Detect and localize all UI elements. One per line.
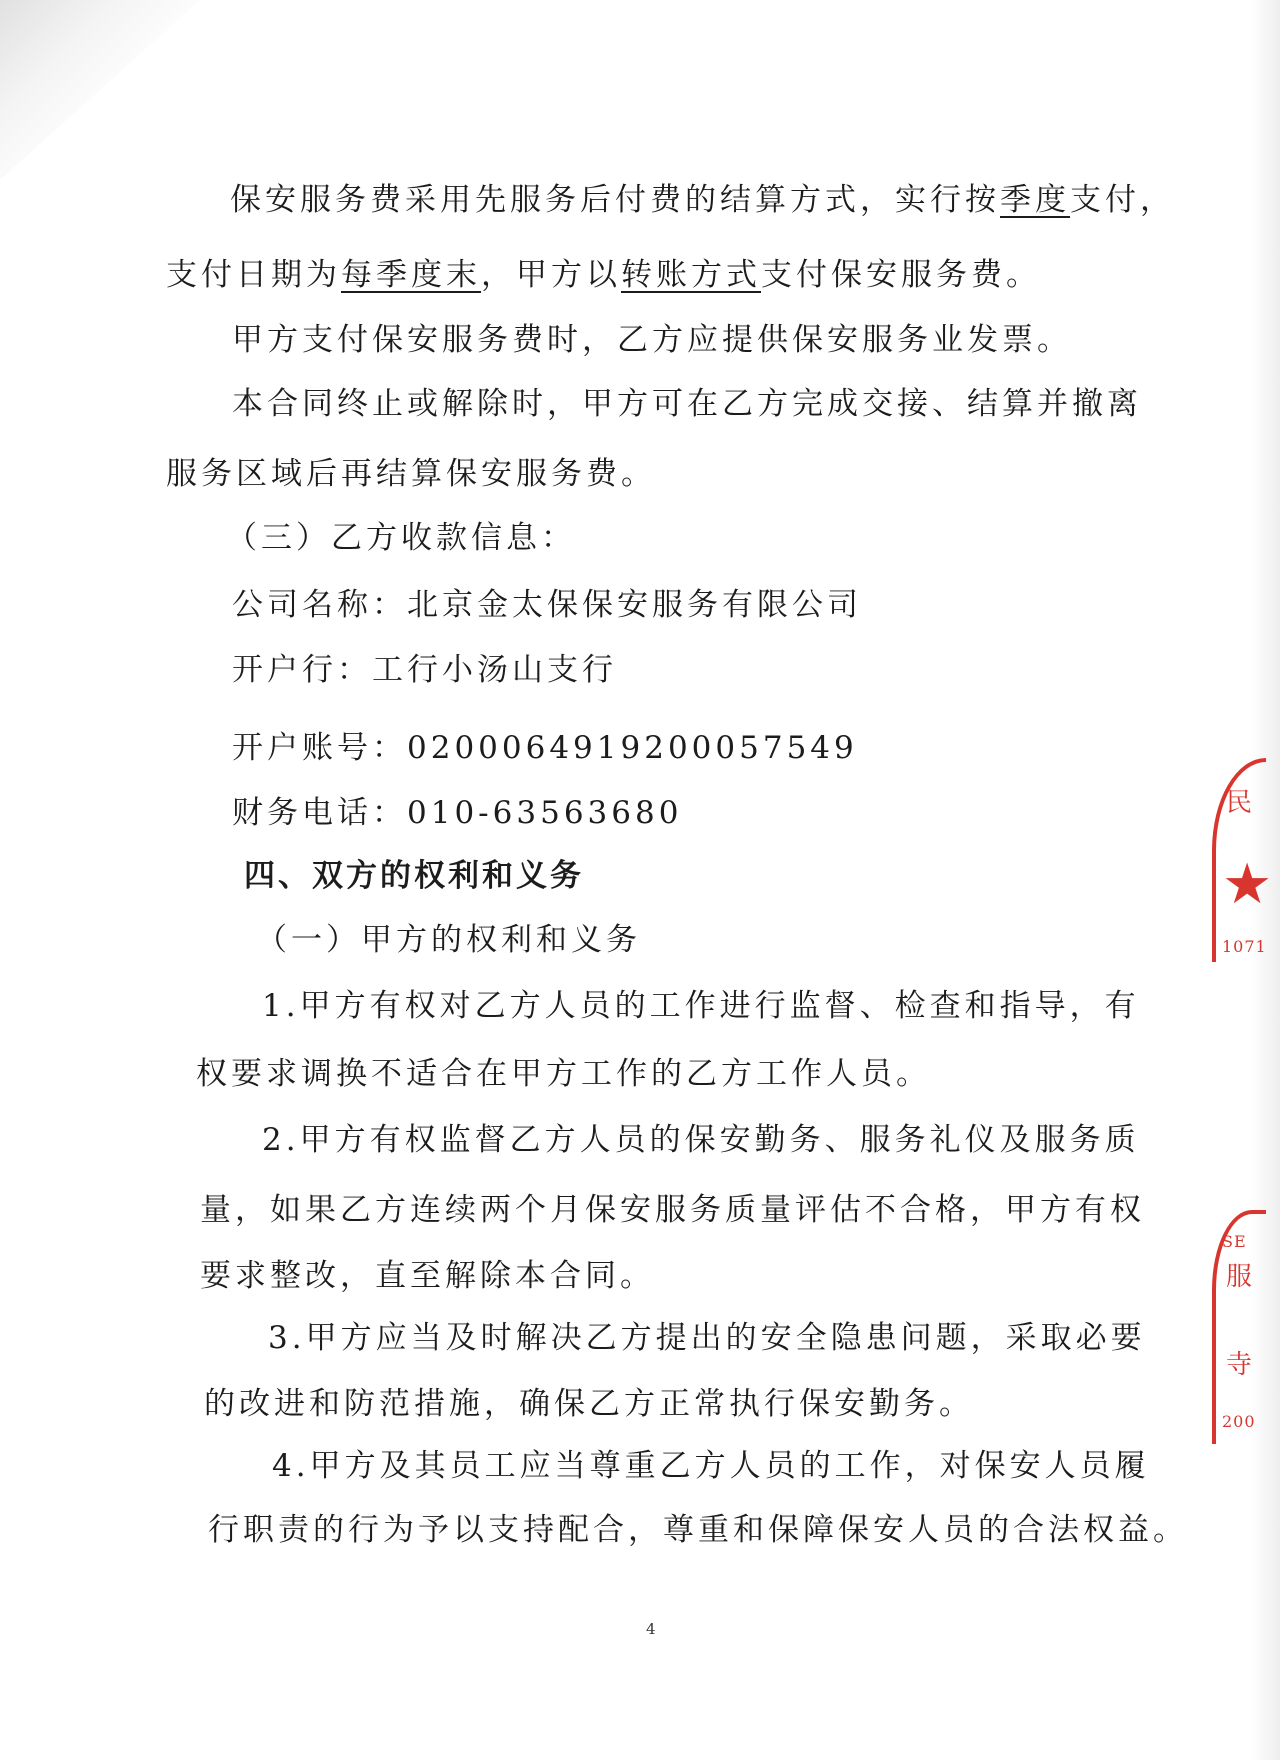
text-segment: 3.甲方应当及时解决乙方提出的安全隐患问题，采取必要 [268, 1320, 1146, 1356]
text-segment: 量，如果乙方连续两个月保安服务质量评估不合格，甲方有权 [200, 1192, 1145, 1228]
text-segment: 开户账号：0200064919200057549 [232, 730, 858, 766]
text-line [262, 986, 1140, 1026]
text-segment: 1.甲方有权对乙方人员的工作进行监督、检查和指导，有 [262, 988, 1140, 1024]
text-line [272, 1446, 1150, 1486]
text-line [204, 1384, 974, 1424]
section-heading [256, 920, 641, 960]
text-segment: 公司名称：北京金太保保安服务有限公司 [232, 587, 862, 623]
official-seal-fragment-bottom [1212, 1210, 1266, 1444]
page-number: 4 [646, 1620, 656, 1638]
text-line [200, 1190, 1145, 1230]
page-fold-shadow [0, 0, 200, 180]
text-line [196, 1054, 931, 1094]
text-segment: 4.甲方及其员工应当尊重乙方人员的工作，对保安人员履 [272, 1448, 1150, 1484]
seal-glyph: 寺 [1226, 1350, 1253, 1380]
text-segment: 四、双方的权利和义务 [244, 858, 584, 894]
text-segment: 支付， [1070, 182, 1175, 218]
text-line [208, 1510, 1188, 1550]
official-seal-fragment-top [1212, 758, 1273, 962]
text-line [166, 454, 656, 494]
text-segment: 服务区域后再结算保安服务费。 [166, 456, 656, 492]
section-heading [226, 518, 576, 558]
seal-number: 1071 [1222, 937, 1267, 956]
text-line [232, 728, 858, 768]
seal-text: SE [1222, 1232, 1247, 1251]
text-line [232, 793, 682, 833]
seal-glyph: 服 [1226, 1262, 1253, 1292]
underlined-fill-in: 转账方式 [621, 257, 761, 293]
text-segment: 支付日期为 [166, 257, 341, 293]
text-line [232, 320, 1072, 360]
text-segment: ，甲方以 [481, 257, 621, 293]
seal-glyph: 民 [1226, 788, 1253, 818]
text-line [232, 650, 617, 690]
text-line [232, 384, 1142, 424]
text-segment: 要求整改，直至解除本合同。 [200, 1258, 655, 1294]
text-segment: 权要求调换不适合在甲方工作的乙方工作人员。 [196, 1056, 931, 1092]
text-segment: 的改进和防范措施，确保乙方正常执行保安勤务。 [204, 1386, 974, 1422]
text-line [268, 1318, 1146, 1358]
text-segment: 甲方支付保安服务费时，乙方应提供保安服务业发票。 [232, 322, 1072, 358]
text-segment: （三）乙方收款信息： [226, 520, 576, 556]
text-line [200, 1256, 655, 1296]
text-segment: 2.甲方有权监督乙方人员的保安勤务、服务礼仪及服务质 [262, 1122, 1140, 1158]
text-segment: 开户行：工行小汤山支行 [232, 652, 617, 688]
text-line [262, 1120, 1140, 1160]
text-segment: 本合同终止或解除时，甲方可在乙方完成交接、结算并撤离 [232, 386, 1142, 422]
text-segment: 行职责的行为予以支持配合，尊重和保障保安人员的合法权益。 [208, 1512, 1188, 1548]
text-segment: 支付保安服务费。 [761, 257, 1041, 293]
underlined-fill-in: 季度 [1000, 182, 1070, 218]
text-line [230, 180, 1175, 220]
text-segment: 财务电话：010-63563680 [232, 795, 683, 831]
underlined-fill-in: 每季度末 [341, 257, 481, 293]
text-line [166, 255, 1041, 295]
seal-star-icon: ★ [1222, 852, 1273, 917]
text-segment: （一）甲方的权利和义务 [256, 922, 641, 958]
chapter-heading [244, 856, 584, 896]
text-segment: 保安服务费采用先服务后付费的结算方式，实行按 [230, 182, 1000, 218]
seal-number: 200 [1222, 1412, 1256, 1431]
text-line [232, 585, 862, 625]
